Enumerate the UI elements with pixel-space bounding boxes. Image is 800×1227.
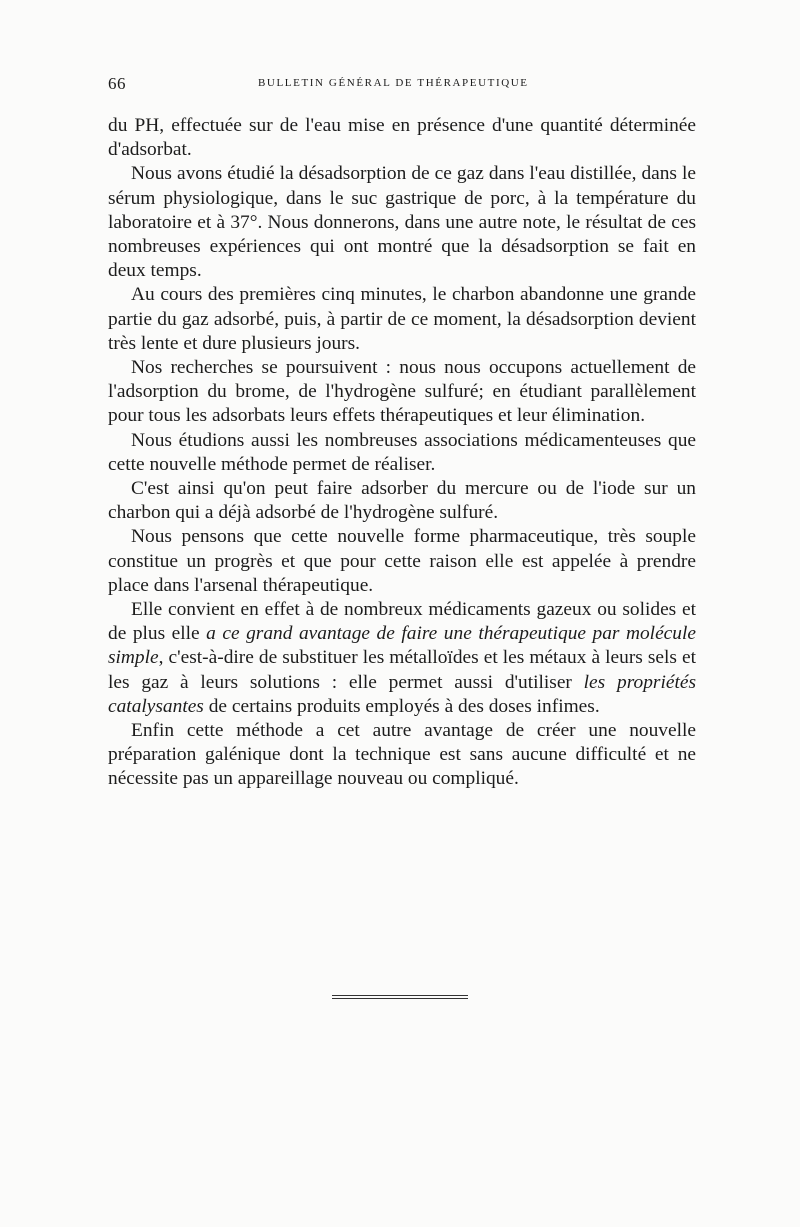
paragraph: Nous étudions aussi les nombreuses associations médicamenteuses que cette nouvelle méthode permet de réaliser. (108, 429, 696, 475)
paragraph: Enfin cette méthode a cet autre avantage de créer une nouvelle préparation galénique dont la technique est sans aucune difficulté et ne nécessite pas un appareillage nouveau ou compliqué. (108, 720, 696, 790)
paragraph: Au cours des premières cinq minutes, le charbon abandonne une grande partie du gaz adsorbé, puis, à partir de ce moment, la désadsorption devient très lente et dure plusieurs jours. (108, 284, 696, 354)
end-rule (332, 995, 468, 999)
paragraph: Nous pensons que cette nouvelle forme pharmaceutique, très souple constitue un progrès et que pour cette raison elle est appelée à prendre place dans l'arsenal thérapeutique. (108, 526, 696, 596)
article-body (108, 114, 696, 792)
paragraph: Nous avons étudié la désadsorption de ce gaz dans l'eau distillée, dans le sérum physiologique, dans le suc gastrique de porc, à la température du laboratoire et à 37°. Nous donnerons, dans une autre note, le résultat de ces nombreuses expériences qui ont montré que la désadsorption se fait en deux temps. (108, 163, 696, 282)
paragraph-with-emphasis (108, 598, 696, 719)
paragraph-text: , c'est-à-dire de substituer les métalloïdes et les métaux à leurs sels et les gaz à leurs solutions : elle permet aussi d'utiliser (108, 647, 696, 693)
emphasis-text: a ce grand avantage de faire une thérapeutique par molécule simple (108, 623, 696, 669)
running-title: BULLETIN GÉNÉRAL DE THÉRAPEUTIQUE (258, 77, 529, 89)
paragraph: Nos recherches se poursuivent : nous nous occupons actuellement de l'adsorption du brome, de l'hydrogène sulfuré; en étudiant parallèlement pour tous les adsorbats leurs effets thérapeutiques et leur élimination. (108, 357, 696, 427)
paragraph: C'est ainsi qu'on peut faire adsorber du mercure ou de l'iode sur un charbon qui a déjà adsorbé de l'hydrogène sulfuré. (108, 478, 696, 524)
emphasis-text: les propriétés catalysantes (108, 671, 696, 717)
paragraph-text: Elle convient en effet à de nombreux médicaments gazeux ou solides et de plus elle (108, 599, 696, 645)
page-header (108, 74, 698, 98)
page-number: 66 (108, 74, 126, 93)
paragraph-text: de certains produits employés à des doses infimes. (203, 695, 600, 717)
paragraph: du PH, effectuée sur de l'eau mise en présence d'une quantité déterminée d'adsorbat. (108, 115, 696, 161)
